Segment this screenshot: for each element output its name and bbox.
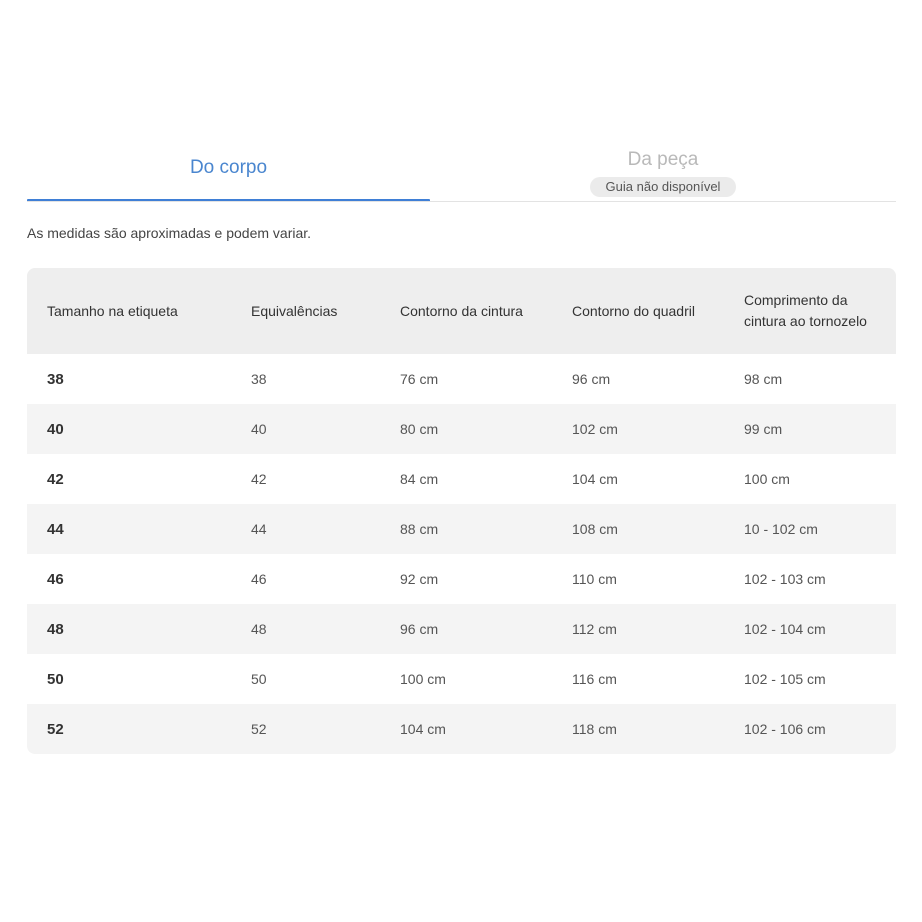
table-row (27, 454, 896, 504)
length-cell: 100 cm (744, 471, 790, 487)
size-table (27, 268, 896, 754)
size-cell: 50 (47, 670, 64, 688)
header-hip: Contorno do quadril (572, 302, 695, 319)
waist-cell: 96 cm (400, 621, 439, 637)
length-cell: 102 - 105 cm (744, 671, 826, 687)
equivalence-cell: 46 (251, 571, 267, 587)
hip-cell: 102 cm (572, 421, 618, 437)
size-cell: 48 (47, 620, 64, 638)
equivalence-cell: 48 (251, 621, 267, 637)
unavailable-badge: Guia não disponível (590, 177, 736, 197)
waist-cell: 100 cm (400, 671, 446, 687)
length-cell: 102 - 103 cm (744, 571, 826, 587)
length-cell: 99 cm (744, 421, 783, 437)
hip-cell: 118 cm (572, 721, 617, 737)
hip-cell: 108 cm (572, 521, 618, 537)
equivalence-cell: 52 (251, 721, 267, 737)
equivalence-cell: 44 (251, 521, 267, 537)
table-row (27, 654, 896, 704)
header-label-size: Tamanho na etiqueta (47, 302, 178, 319)
measurements-disclaimer: As medidas são aproximadas e podem variar. (27, 225, 312, 241)
length-cell: 98 cm (744, 371, 783, 387)
waist-cell: 76 cm (400, 371, 439, 387)
waist-cell: 80 cm (400, 421, 439, 437)
size-cell: 46 (47, 570, 64, 588)
header-waist-to-ankle: Comprimento da cintura ao tornozelo (744, 292, 867, 329)
hip-cell: 112 cm (572, 621, 617, 637)
waist-cell: 88 cm (400, 521, 439, 537)
size-cell: 38 (47, 370, 64, 388)
length-cell: 10 - 102 cm (744, 521, 818, 537)
table-header-row (27, 268, 896, 354)
equivalence-cell: 40 (251, 421, 267, 437)
hip-cell: 96 cm (572, 371, 611, 387)
table-row (27, 504, 896, 554)
length-cell: 102 - 106 cm (744, 721, 826, 737)
waist-cell: 84 cm (400, 471, 439, 487)
waist-cell: 92 cm (400, 571, 439, 587)
tab-body-label: Do corpo (189, 157, 268, 178)
equivalence-cell: 50 (251, 671, 267, 687)
tab-body-measurements[interactable] (27, 140, 430, 202)
size-cell: 42 (47, 470, 64, 488)
hip-cell: 110 cm (572, 571, 617, 587)
tab-garment-measurements (430, 140, 896, 202)
size-cell: 52 (47, 720, 64, 738)
table-row (27, 704, 896, 754)
tabs-divider (27, 201, 896, 202)
waist-cell: 104 cm (400, 721, 446, 737)
hip-cell: 116 cm (572, 671, 617, 687)
table-row (27, 554, 896, 604)
size-cell: 40 (47, 420, 64, 438)
table-row (27, 404, 896, 454)
length-cell: 102 - 104 cm (744, 621, 826, 637)
table-row (27, 354, 896, 404)
equivalence-cell: 38 (251, 371, 267, 387)
table-row (27, 604, 896, 654)
hip-cell: 104 cm (572, 471, 618, 487)
tab-garment-label: Da peça (627, 149, 699, 170)
header-equivalences: Equivalências (251, 302, 338, 319)
header-waist: Contorno da cintura (400, 302, 523, 319)
size-cell: 44 (47, 520, 64, 538)
measurement-tabs (27, 140, 896, 202)
equivalence-cell: 42 (251, 471, 267, 487)
